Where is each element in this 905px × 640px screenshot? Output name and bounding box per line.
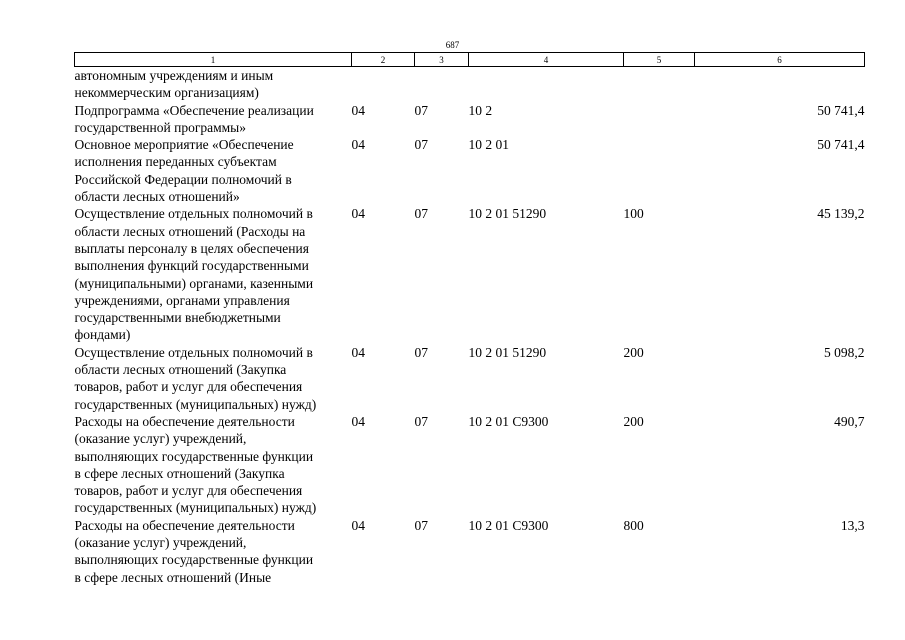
row-section: 04 — [351, 137, 365, 153]
row-amount: 45 139,2 — [817, 206, 865, 222]
row-name-line: выполнения функций государственными — [74, 258, 309, 274]
row-subsection — [415, 67, 469, 102]
row-target-article — [469, 67, 624, 102]
table-row — [75, 205, 865, 343]
row-name-line: в сфере лесных отношений (Закупка — [74, 465, 285, 481]
row-subsection: 07 — [414, 137, 428, 153]
row-name-line: выплаты персоналу в целях обеспечения — [74, 240, 309, 256]
row-section: 04 — [351, 517, 365, 533]
table-body — [75, 67, 865, 586]
row-amount: 5 098,2 — [824, 344, 865, 360]
row-name-line: области лесных отношений (Закупка — [74, 362, 287, 378]
header-col-4: 4 — [469, 53, 624, 67]
row-name-line: Основное мероприятие «Обеспечение — [74, 137, 294, 153]
row-name — [75, 517, 352, 586]
table-row — [75, 344, 865, 413]
row-name-line: автономным учреждениям и иным — [74, 68, 274, 83]
row-subsection: 07 — [414, 206, 428, 222]
row-name-line: области лесных отношений (Расходы на — [74, 223, 306, 239]
budget-table — [74, 52, 865, 586]
row-target-article: 10 2 01 С9300 — [468, 517, 549, 533]
row-amount: 50 741,4 — [817, 102, 865, 118]
row-name-line: (муниципальными) органами, казенными — [74, 275, 314, 291]
table-row — [75, 413, 865, 517]
table-row — [75, 67, 865, 102]
row-name-line: государственных (муниципальных) нужд) — [74, 396, 317, 412]
row-expense-type: 800 — [623, 517, 644, 533]
header-col-6: 6 — [695, 53, 865, 67]
row-name-line: государственной программы» — [74, 119, 246, 135]
row-expense-type: 200 — [623, 413, 644, 429]
row-subsection: 07 — [414, 344, 428, 360]
row-target-article: 10 2 01 51290 — [468, 206, 547, 222]
row-expense-type — [624, 102, 695, 137]
row-name-line: Осуществление отдельных полномочий в — [74, 206, 313, 222]
row-name — [75, 136, 352, 205]
row-expense-type: 100 — [623, 206, 644, 222]
row-name-line: выполняющих государственные функции — [74, 552, 314, 568]
row-target-article: 10 2 — [468, 102, 493, 118]
row-name-line: некоммерческим организациям) — [74, 85, 259, 101]
row-name-line: Подпрограмма «Обеспечение реализации — [74, 102, 314, 118]
row-name — [75, 413, 352, 517]
row-amount — [695, 67, 865, 102]
row-name — [75, 344, 352, 413]
row-name-line: области лесных отношений» — [74, 189, 240, 205]
row-name-line: в сфере лесных отношений (Иные — [74, 569, 272, 585]
table-row — [75, 517, 865, 586]
row-name-line: государственных (муниципальных) нужд) — [74, 500, 317, 516]
row-section: 04 — [351, 413, 365, 429]
table-row — [75, 102, 865, 137]
row-name-line: Российской Федерации полномочий в — [74, 171, 292, 187]
row-name — [75, 102, 352, 137]
row-section — [352, 67, 415, 102]
row-amount: 490,7 — [834, 413, 865, 429]
row-name-line: (оказание услуг) учреждений, — [74, 535, 247, 551]
row-name-line: (оказание услуг) учреждений, — [74, 431, 247, 447]
row-subsection: 07 — [414, 517, 428, 533]
row-expense-type: 200 — [623, 344, 644, 360]
header-col-1: 1 — [75, 53, 352, 67]
row-name-line: исполнения переданных субъектам — [74, 154, 277, 170]
row-name-line: Расходы на обеспечение деятельности — [74, 413, 295, 429]
row-section: 04 — [351, 206, 365, 222]
row-name-line: учреждениями, органами управления — [74, 292, 290, 308]
row-section: 04 — [351, 102, 365, 118]
header-col-2: 2 — [352, 53, 415, 67]
row-section: 04 — [351, 344, 365, 360]
row-name-line: товаров, работ и услуг для обеспечения — [74, 483, 303, 499]
table-header-row — [75, 53, 865, 67]
row-name — [75, 67, 352, 102]
row-target-article: 10 2 01 — [468, 137, 509, 153]
row-name-line: товаров, работ и услуг для обеспечения — [74, 379, 303, 395]
header-col-5: 5 — [624, 53, 695, 67]
row-target-article: 10 2 01 51290 — [468, 344, 547, 360]
row-expense-type — [624, 136, 695, 205]
row-expense-type — [624, 67, 695, 102]
row-name-line: Расходы на обеспечение деятельности — [74, 517, 295, 533]
row-amount: 50 741,4 — [817, 137, 865, 153]
header-col-3: 3 — [415, 53, 469, 67]
row-name — [75, 205, 352, 343]
row-subsection: 07 — [414, 413, 428, 429]
row-name-line: Осуществление отдельных полномочий в — [74, 344, 313, 360]
row-name-line: государственными внебюджетными — [74, 310, 281, 326]
row-amount: 13,3 — [840, 517, 865, 533]
table-row — [75, 136, 865, 205]
row-name-line: фондами) — [74, 327, 131, 343]
row-target-article: 10 2 01 С9300 — [468, 413, 549, 429]
row-name-line: выполняющих государственные функции — [74, 448, 314, 464]
page-number: 687 — [445, 40, 460, 50]
row-subsection: 07 — [414, 102, 428, 118]
